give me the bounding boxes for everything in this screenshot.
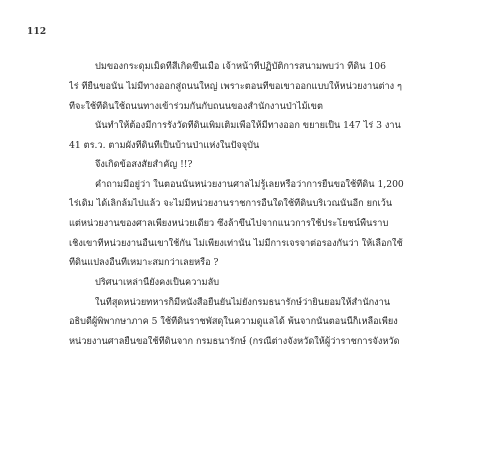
text-line: แต่หน่วยงานของศาลเพียงหน่วยเดียว ซึ่งล้าขึ้นไปจากแนวการใช้ประโยชน์พื้นราบ [69, 218, 389, 229]
text-line: ที่ดินแปลงอื่นที่เหมาะสมกว่าเลยหรือ ? [69, 257, 219, 268]
text-line: หน่วยงานศาลยื่นขอใช้ที่ดินจาก กรมธนารักษ์ (กรณีต่างจังหวัดให้ผู้ว่าราชการจังหวัด [69, 336, 400, 347]
text-line: คำถามมีอยู่ว่า ในตอนนั้นหน่วยงานศาลไม่รู้เลยหรือว่าการยื่นขอใช้ที่ดิน 1,200 [95, 179, 404, 190]
text-line: ปริศนาเหล่านี้ยังคงเป็นความลับ [95, 277, 220, 288]
text-line: อธิบดีผู้พิพากษาภาค 5 ใช้ที่ดินราชพัสดุในความดูแลได้ พ้นจากนั้นตอนนี้ก็เหลือเพียง [69, 316, 398, 327]
text-line: ปมของกระดุมเม็ดที่สี่เกิดขึ้นเมื่อ เจ้าหน้าที่ปฏิบัติการสนามพบว่า ที่ดิน 106 [95, 61, 386, 72]
text-line: เชิงเขาที่หน่วยงานอื่นเขาใช้กัน ไม่เพียงเท่านั้น ไม่มีการเจรจาต่อรองกันว่า ให้เลือกใช้ [69, 238, 403, 249]
text-line: จึงเกิดข้อสงสัยสำคัญ !!? [95, 159, 193, 170]
text-line: ไร่เดิม ได้เลิกล้มไปแล้ว จะไม่มีหน่วยงานราชการอื่นใดใช้ที่ดินบริเวณนั้นอีก ยกเว้น [69, 198, 393, 209]
text-line: 41 ตร.ว. ตามผังที่ดินที่เป็นบ้านป่าแห่งในปัจจุบัน [69, 140, 260, 151]
text-line: ไร่ ที่ยืนขอนั้น ไม่มีทางออกสู่ถนนใหญ่ เพราะตอนที่ขอเขาออกแบบให้หน่วยงานต่าง ๆ [69, 81, 402, 92]
text-line: ที่จะใช้ที่ดินใช้ถนนทางเข้าร่วมกันกับถนนของสำนักงานป่าไม้เขต [69, 101, 323, 112]
page-number: 112 [27, 27, 47, 37]
text-line: ในที่สุดหน่วยทหารก็มีหนังสือยืนยันไม่ยังกรมธนารักษ์ว่ายินยอมให้สำนักงาน [95, 297, 391, 308]
text-line: นั่นทำให้ต้องมีการรังวัดที่ดินเพิ่มเติมเพื่อให้มีทางออก ขยายเป็น 147 ไร่ 3 งาน [95, 120, 401, 131]
